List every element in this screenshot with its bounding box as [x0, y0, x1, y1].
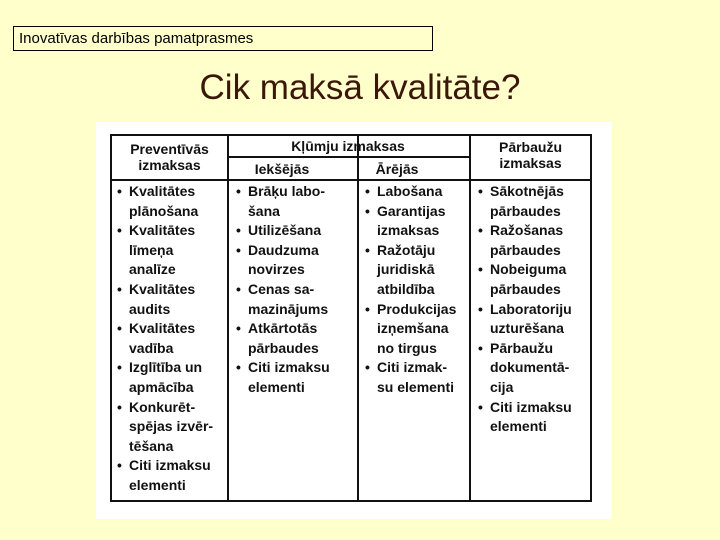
scanned-table-image: [96, 122, 612, 519]
item-text: Kvalitātes audits: [129, 280, 196, 317]
list-item: [477, 221, 591, 260]
item-text: Citi izmaksu elementi: [248, 359, 330, 395]
item-text: Citi izmak- su elementi: [377, 359, 455, 395]
list-item: [364, 182, 468, 202]
external-list: [364, 182, 468, 398]
internal-list: [235, 182, 355, 398]
list-item: [116, 182, 226, 221]
list-item: [235, 182, 355, 221]
item-text: Kvalitātes plānošana: [129, 183, 199, 219]
list-item: [235, 319, 355, 358]
item-text: Daudzuma novirzes: [248, 241, 319, 278]
list-item: [364, 300, 468, 359]
header-preventive: Preventīvās izmaksas: [130, 141, 209, 173]
list-item: [116, 280, 226, 319]
list-item: [477, 398, 591, 437]
item-text: Izglītība un apmācība: [129, 359, 203, 395]
item-text: Cenas sa- mazinājums: [248, 280, 329, 317]
item-text: Kvalitātes vadība: [129, 320, 196, 356]
header-box: Inovatīvas darbības pamatprasmes: [13, 26, 433, 51]
item-text: Sākotnējās pārbaudes: [490, 183, 564, 219]
list-item: [235, 221, 355, 241]
cost-table: [110, 134, 592, 502]
list-item: [364, 202, 468, 241]
list-item: [477, 260, 591, 299]
item-text: Konkurēt- spējas izvēr- tēšana: [129, 398, 214, 454]
item-text: Atkārtotās pārbaudes: [248, 320, 319, 356]
list-item: [235, 241, 355, 280]
list-item: [116, 456, 226, 495]
list-item: [364, 241, 468, 300]
list-item: [477, 339, 591, 398]
item-text: Citi izmaksu elementi: [490, 398, 572, 435]
list-item: [116, 358, 226, 397]
item-text: Pārbaužu dokumentā- cija: [490, 339, 570, 395]
item-text: Laboratoriju uzturēšana: [490, 300, 572, 337]
divider: [227, 136, 229, 500]
item-text: Garantijas izmaksas: [377, 202, 446, 239]
divider: [469, 136, 471, 500]
item-text: Ražošanas pārbaudes: [490, 222, 564, 258]
item-text: Utilizēšana: [248, 222, 322, 239]
list-item: [116, 398, 226, 457]
list-item: [477, 182, 591, 221]
item-text: Nobeiguma pārbaudes: [490, 261, 567, 297]
divider: [112, 179, 590, 181]
item-text: Kvalitātes līmeņa analīze: [129, 222, 196, 278]
slide-title: Cik maksā kvalitāte?: [199, 68, 521, 107]
header-external: Ārējās: [375, 161, 419, 177]
list-item: [235, 358, 355, 397]
list-item: [116, 221, 226, 280]
item-text: Labošana: [377, 183, 443, 199]
item-text: Brāķu labo- šana: [248, 183, 326, 219]
list-item: [364, 358, 468, 397]
inspection-list: [477, 182, 591, 437]
list-item: [235, 280, 355, 319]
list-item: [477, 300, 591, 339]
item-text: Ražotāju juridiskā atbildība: [377, 241, 436, 297]
item-text: Produkcijas izņemšana no tirgus: [377, 300, 457, 356]
preventive-list: [116, 182, 226, 496]
divider: [227, 156, 469, 158]
header-internal: Iekšējās: [254, 161, 310, 177]
header-inspection: Pārbaužu izmaksas: [498, 139, 562, 171]
header-failure: Kļūmju izmaksas: [291, 138, 405, 154]
list-item: [116, 319, 226, 358]
divider: [357, 136, 359, 500]
item-text: Citi izmaksu elementi: [129, 457, 211, 493]
